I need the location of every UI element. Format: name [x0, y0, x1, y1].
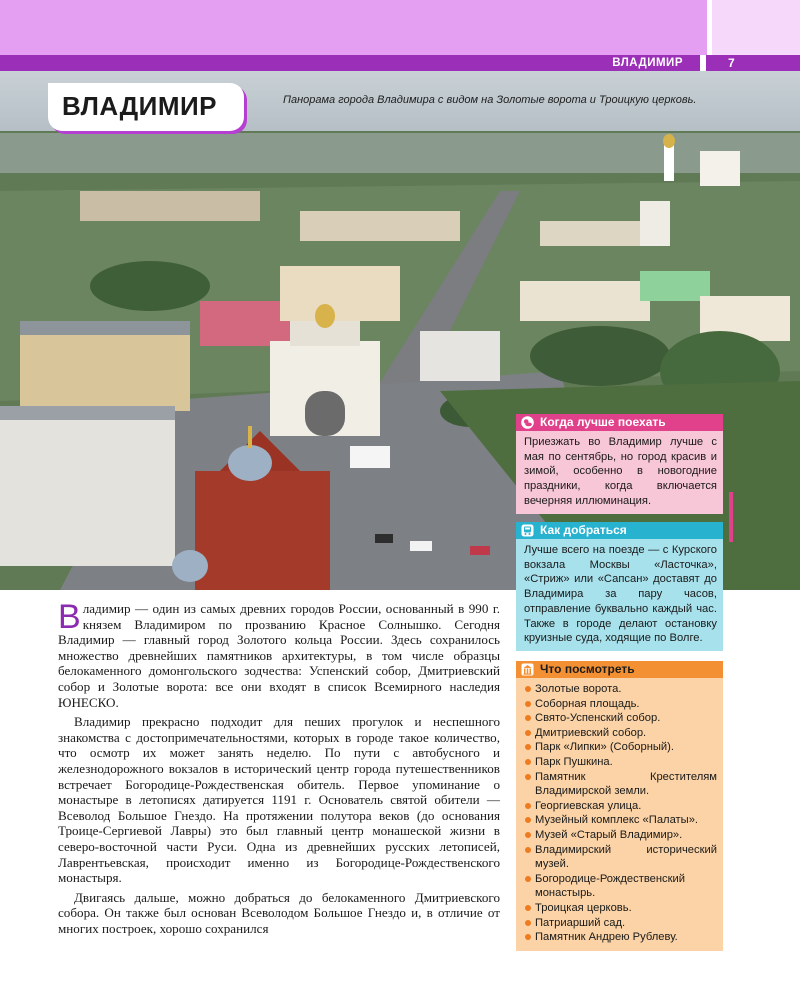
- list-item: Троицкая церковь.: [524, 901, 717, 916]
- page-title: ВЛАДИМИР: [62, 91, 218, 121]
- when-to-go-title: Когда лучше поехать: [540, 415, 666, 429]
- what-to-see-list: [516, 678, 723, 945]
- paragraph-3: Двигаясь дальше, можно добраться до белокаменного Дмитриевского собора. Он также был основан Всеволодом Большое Гнездо и, в отличие от многих построек, хорошо сохранился: [58, 889, 500, 936]
- list-item: Свято-Успенский собор.: [524, 711, 717, 726]
- paragraph-2: Владимир прекрасно подходит для пеших прогулок и неспешного знакомства с достопримечательностями, которых в городе такое количество, что осмотр их может занять неделю. По пути с автобусного и железнодорожного вокзалов в исторический центр города путешественников встречает Богородице-Рождественская обитель. Первое упоминание о монастыре в летописях датируется 1191 г. Основатель святой обители — Всеволод Большое Гнездо. На протяжении полутора веков (до основания Троице-Сергиевой Лавры) это был главный центр монашеской жизни в северо-восточной части Руси. Одна из древнейших русских летописей, Лаврентьевская, происходит именно из Богородице-Рождественского монастыря.: [58, 714, 500, 886]
- list-item: Музей «Старый Владимир».: [524, 828, 717, 843]
- what-to-see-header: [516, 661, 723, 678]
- drop-cap: В: [58, 598, 81, 636]
- list-item: Музейный комплекс «Палаты».: [524, 813, 717, 828]
- when-to-go-box: [516, 414, 723, 514]
- list-item: Памятник Крестителям Владимирской земли.: [524, 770, 717, 799]
- list-item: Владимирский исторический музей.: [524, 843, 717, 872]
- list-item: Золотые ворота.: [524, 682, 717, 697]
- paragraph-1: [58, 598, 500, 710]
- running-header-city: ВЛАДИМИР: [612, 57, 683, 69]
- list-item: Памятник Андрею Рублеву.: [524, 930, 717, 945]
- list-item: Георгиевская улица.: [524, 799, 717, 814]
- list-item: Соборная площадь.: [524, 697, 717, 712]
- how-to-get-box: [516, 522, 723, 651]
- list-item: Парк «Липки» (Соборный).: [524, 740, 717, 755]
- sun-cloud-icon: [521, 416, 534, 429]
- how-to-get-title: Как добраться: [540, 523, 627, 537]
- how-to-get-text: Лучше всего на поезде — с Курского вокзала Москвы «Ласточка», «Стриж» или «Сапсан» доставят до Владимира за пару часов, отправление буквально каждый час. Также в городе делают остановку круизные суда, ходящие по Волге.: [524, 544, 717, 645]
- when-to-go-header: [516, 414, 723, 431]
- train-icon: [521, 524, 534, 537]
- photo-caption: Панорама города Владимира с видом на Золотые ворота и Троицкую церковь.: [283, 94, 697, 106]
- how-to-get-header: [516, 522, 723, 539]
- article-body: [58, 598, 500, 940]
- page-number: 7: [728, 56, 735, 70]
- paragraph-1-text: ладимир — один из самых древних городов России, основанный в 990 г. князем Владимиром по прозванию Красное Солнышко. Сегодня Владимир — главный город Золотого кольца России. Здесь сохранилось множество древнейших памятников архитектуры, в том числе образцы белокаменного домонгольского зодчества: Успенский собор, Дмитриевский собор и Золотые ворота: все они входят в список Всемирного наследия ЮНЕСКО.: [58, 601, 500, 710]
- what-to-see-box: [516, 661, 723, 951]
- what-to-see-title: Что посмотреть: [540, 662, 635, 676]
- landmark-icon: [521, 663, 534, 676]
- list-item: Парк Пушкина.: [524, 755, 717, 770]
- box-connector-line: [729, 492, 733, 542]
- list-item: Дмитриевский собор.: [524, 726, 717, 741]
- header-page-tab: [712, 0, 800, 56]
- header-band: [0, 0, 800, 56]
- list-item: Богородице-Рождественский монастырь.: [524, 872, 717, 901]
- when-to-go-text: Приезжать во Владимир лучше с мая по сентябрь, но город красив и зимой, особенно в новогодние праздники, когда включается вечерняя иллюминация.: [524, 436, 717, 507]
- list-item: Патриарший сад.: [524, 916, 717, 931]
